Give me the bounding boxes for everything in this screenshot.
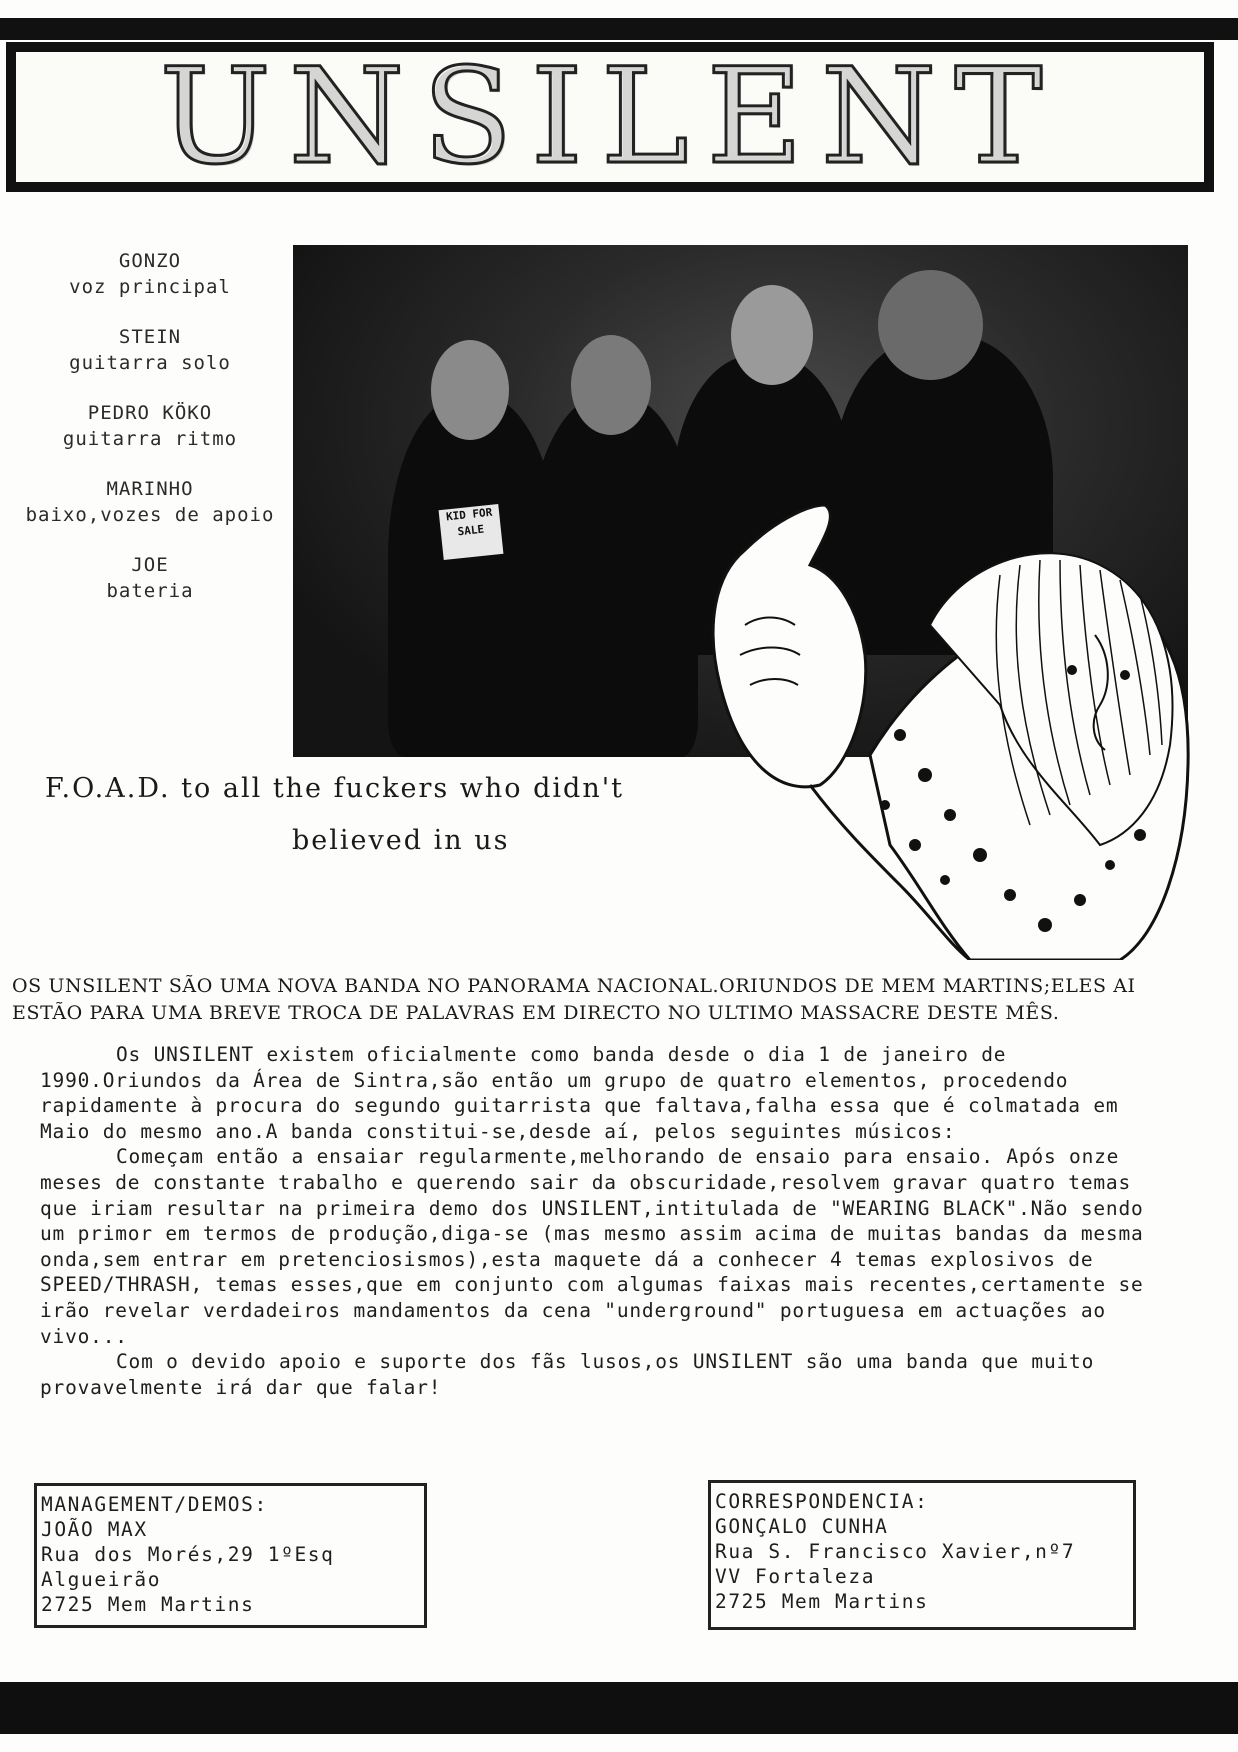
member-role: baixo,vozes de apoio bbox=[25, 504, 275, 526]
correspondence-line: 2725 Mem Martins bbox=[715, 1590, 929, 1613]
member-joe bbox=[0, 552, 300, 604]
member-name: MARINHO bbox=[106, 478, 194, 500]
member-name: JOE bbox=[131, 554, 169, 576]
member-pedro-koko bbox=[0, 400, 300, 452]
article-body bbox=[40, 1042, 1180, 1400]
member-gonzo bbox=[0, 248, 300, 300]
masthead-title: UNSILENT bbox=[159, 40, 1061, 194]
correspondence-box bbox=[708, 1480, 1136, 1630]
member-name: STEIN bbox=[118, 326, 182, 348]
correspondence-line: VV Fortaleza bbox=[715, 1565, 876, 1588]
band-member-head bbox=[571, 335, 651, 435]
management-line: 2725 Mem Martins bbox=[41, 1593, 255, 1616]
article-paragraph: Com o devido apoio e suporte dos fãs lusos,os UNSILENT são uma banda que muito provavelmente irá dar que falar! bbox=[40, 1350, 1095, 1399]
management-line: Rua dos Morés,29 1ºEsq bbox=[41, 1543, 335, 1566]
member-role: guitarra solo bbox=[69, 352, 231, 374]
correspondence-line: GONÇALO CUNHA bbox=[715, 1515, 889, 1538]
top-black-bar bbox=[0, 18, 1238, 40]
bottom-black-bar bbox=[0, 1682, 1238, 1734]
dedication-line-1: F.O.A.D. to all the fuckers who didn't bbox=[45, 773, 625, 804]
member-role: guitarra ritmo bbox=[62, 428, 238, 450]
cartoon-illustration bbox=[700, 505, 1190, 960]
member-role: bateria bbox=[106, 580, 194, 602]
member-marinho bbox=[0, 476, 300, 528]
intro-paragraph: OS UNSILENT SÃO UMA NOVA BANDA NO PANORAMA NACIONAL.ORIUNDOS DE MEM MARTINS;ELES AI ESTÃO PARA UMA BREVE TROCA DE PALAVRAS EM DIRECTO NO ULTIMO MASSACRE DESTE MÊS. bbox=[12, 975, 1136, 1024]
management-heading: MANAGEMENT/DEMOS: bbox=[41, 1493, 268, 1516]
management-line: JOÃO MAX bbox=[41, 1518, 148, 1541]
article-paragraph: Os UNSILENT existem oficialmente como banda desde o dia 1 de janeiro de 1990.Oriundos da Área de Sintra,são então um grupo de quatro elementos, procedendo rapidamente à procura do segundo guitarrista que faltava,falha essa que é colmatada em Maio do mesmo ano.A banda constitui-se,desde aí, pelos seguintes músicos: bbox=[40, 1043, 1119, 1143]
masthead bbox=[6, 42, 1214, 192]
shirt-sign: KID FOR SALE bbox=[439, 504, 504, 560]
correspondence-heading: CORRESPONDENCIA: bbox=[715, 1490, 929, 1513]
member-stein bbox=[0, 324, 300, 376]
management-box bbox=[34, 1483, 427, 1628]
band-member-head bbox=[431, 340, 509, 440]
dedication-line-2: believed in us bbox=[292, 825, 510, 856]
member-name: PEDRO KÖKO bbox=[87, 402, 213, 424]
member-role: voz principal bbox=[69, 276, 231, 298]
band-member-head bbox=[731, 285, 813, 385]
member-name: GONZO bbox=[118, 250, 182, 272]
management-line: Algueirão bbox=[41, 1568, 162, 1591]
band-member-head bbox=[878, 270, 983, 380]
band-lineup bbox=[0, 248, 300, 628]
article-paragraph: Começam então a ensaiar regularmente,melhorando de ensaio para ensaio. Após onze meses de constante trabalho e querendo sair da obscuridade,resolvem gravar quatro temas que iriam resultar na primeira demo dos UNSILENT,intitulada de "WEARING BLACK".Não sendo um primor em termos de produção,diga-se (mas mesmo assim acima de muitas bandas da mesma onda,sem entrar em pretenciosismos),esta maquete dá a conhecer 4 temas explosivos de SPEED/THRASH, temas esses,que em conjunto com algumas faixas mais recentes,certamente se irão revelar verdadeiros mandamentos da cena "underground" portuguesa em actuações ao vivo... bbox=[40, 1145, 1144, 1348]
correspondence-line: Rua S. Francisco Xavier,nº7 bbox=[715, 1540, 1076, 1563]
